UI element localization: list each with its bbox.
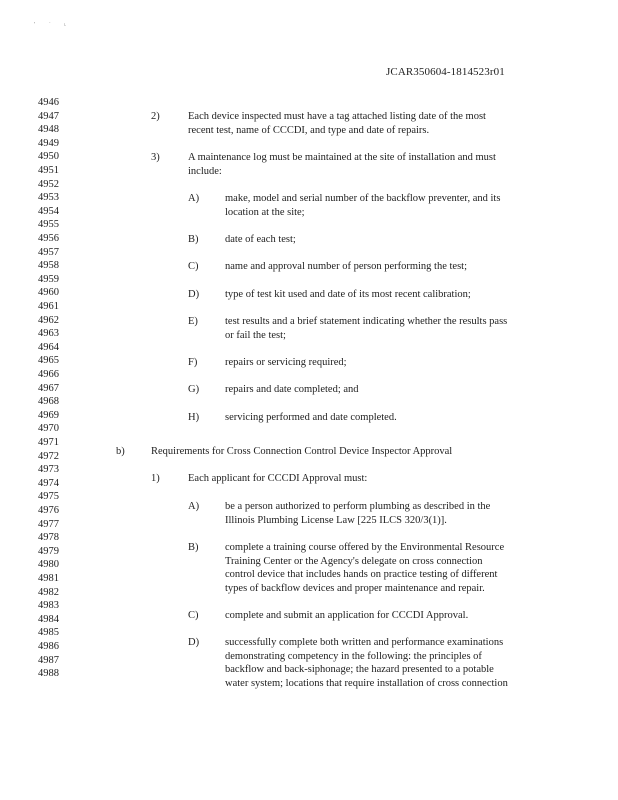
line-number: 4986 xyxy=(38,641,59,652)
line-number: 4948 xyxy=(38,124,59,136)
line-number: 4972 xyxy=(38,450,59,462)
line-number: 4962 xyxy=(38,314,59,326)
item-text: recent test, name of CCCDI, and type and date of repairs. xyxy=(188,124,430,136)
line-number: 4978 xyxy=(38,532,59,544)
line-number: 4976 xyxy=(38,505,59,516)
line-number: 4955 xyxy=(38,219,59,231)
line-number: 4971 xyxy=(38,437,59,448)
scan-marks: ′ ˙ ˪ xyxy=(34,22,73,28)
section-label: b) xyxy=(116,446,125,457)
item-label: 2) xyxy=(151,111,160,122)
item-label: A) xyxy=(188,193,200,204)
item-text: complete a training course offered by the Environmental Resource xyxy=(225,542,505,553)
item-text: A maintenance log must be maintained at the site of installation and must xyxy=(188,152,496,163)
item-label: C) xyxy=(188,610,199,621)
line-number: 4988 xyxy=(38,668,59,680)
item-text: Each applicant for CCCDI Approval must: xyxy=(188,473,368,484)
line-number: 4975 xyxy=(38,491,59,503)
line-number: 4973 xyxy=(38,464,59,476)
line-number: 4950 xyxy=(38,151,59,163)
item-text: Each device inspected must have a tag attached listing date of the most xyxy=(188,111,486,122)
item-text: repairs and date completed; and xyxy=(225,384,359,395)
item-text: Illinois Plumbing License Law [225 ILCS 320/3(1)]. xyxy=(225,514,447,526)
line-number: 4947 xyxy=(38,110,59,122)
line-number: 4954 xyxy=(38,205,59,217)
item-label: G) xyxy=(188,384,200,395)
item-label: 3) xyxy=(151,152,160,163)
line-number: 4981 xyxy=(38,573,59,584)
item-text: include: xyxy=(188,165,222,177)
item-text: successfully complete both written and performance examinations xyxy=(225,637,504,648)
line-number: 4953 xyxy=(38,192,59,204)
line-number: 4963 xyxy=(38,328,59,340)
line-number: 4951 xyxy=(38,165,59,176)
line-number: 4965 xyxy=(38,355,59,367)
item-text: water system; locations that require installation of cross connection xyxy=(225,677,508,689)
line-number: 4984 xyxy=(38,613,59,625)
line-number: 4957 xyxy=(38,246,59,258)
item-text: repairs or servicing required; xyxy=(225,357,347,368)
line-number: 4980 xyxy=(38,559,59,571)
line-number: 4970 xyxy=(38,423,59,435)
line-number: 4946 xyxy=(38,97,59,108)
item-text: name and approval number of person performing the test; xyxy=(225,261,468,272)
line-number: 4949 xyxy=(38,137,59,149)
item-label: F) xyxy=(188,357,198,368)
line-number: 4987 xyxy=(38,654,59,666)
item-text: backflow and back-siphonage; the hazard presented to a potable xyxy=(225,664,494,676)
item-text: control device that includes hands on practice testing of different xyxy=(225,569,498,581)
item-text: test results and a brief statement indicating whether the results pass xyxy=(225,316,508,327)
line-number: 4968 xyxy=(38,396,59,408)
item-text: be a person authorized to perform plumbing as described in the xyxy=(225,501,491,512)
line-number: 4967 xyxy=(38,382,59,394)
item-text: demonstrating competency in the following: the principles of xyxy=(225,650,482,662)
line-number: 4982 xyxy=(38,586,59,598)
item-label: D) xyxy=(188,637,200,648)
item-text: servicing performed and date completed. xyxy=(225,412,397,423)
item-label: A) xyxy=(188,501,200,512)
line-number: 4952 xyxy=(38,178,59,190)
item-label: B) xyxy=(188,234,199,245)
line-number: 4964 xyxy=(38,341,59,353)
line-number: 4985 xyxy=(38,627,59,639)
line-number: 4974 xyxy=(38,477,59,489)
item-label: B) xyxy=(188,542,199,553)
line-number: 4979 xyxy=(38,545,59,557)
item-text: Training Center or the Agency's delegate on cross connection xyxy=(225,555,483,567)
line-number: 4958 xyxy=(38,260,59,272)
item-label: D) xyxy=(188,289,200,300)
line-number: 4977 xyxy=(38,518,59,530)
item-text: date of each test; xyxy=(225,234,296,245)
item-label: H) xyxy=(188,412,200,423)
line-number: 4969 xyxy=(38,409,59,421)
line-number: 4966 xyxy=(38,369,59,380)
item-text: make, model and serial number of the backflow preventer, and its xyxy=(225,193,501,204)
item-text: complete and submit an application for CCCDI Approval. xyxy=(225,610,469,621)
line-number: 4983 xyxy=(38,600,59,612)
line-number: 4960 xyxy=(38,287,59,299)
item-label: E) xyxy=(188,316,198,327)
item-label: 1) xyxy=(151,473,160,484)
item-text: or fail the test; xyxy=(225,329,286,341)
line-number: 4959 xyxy=(38,273,59,285)
item-text: types of backflow devices and proper maintenance and repair. xyxy=(225,582,485,594)
section-heading: Requirements for Cross Connection Control Device Inspector Approval xyxy=(151,446,453,457)
item-text: type of test kit used and date of its most recent calibration; xyxy=(225,289,471,300)
item-label: C) xyxy=(188,261,199,272)
line-number: 4961 xyxy=(38,301,59,312)
item-text: location at the site; xyxy=(225,206,305,218)
line-number: 4956 xyxy=(38,233,59,244)
document-id: JCAR350604-1814523r01 xyxy=(386,66,505,78)
